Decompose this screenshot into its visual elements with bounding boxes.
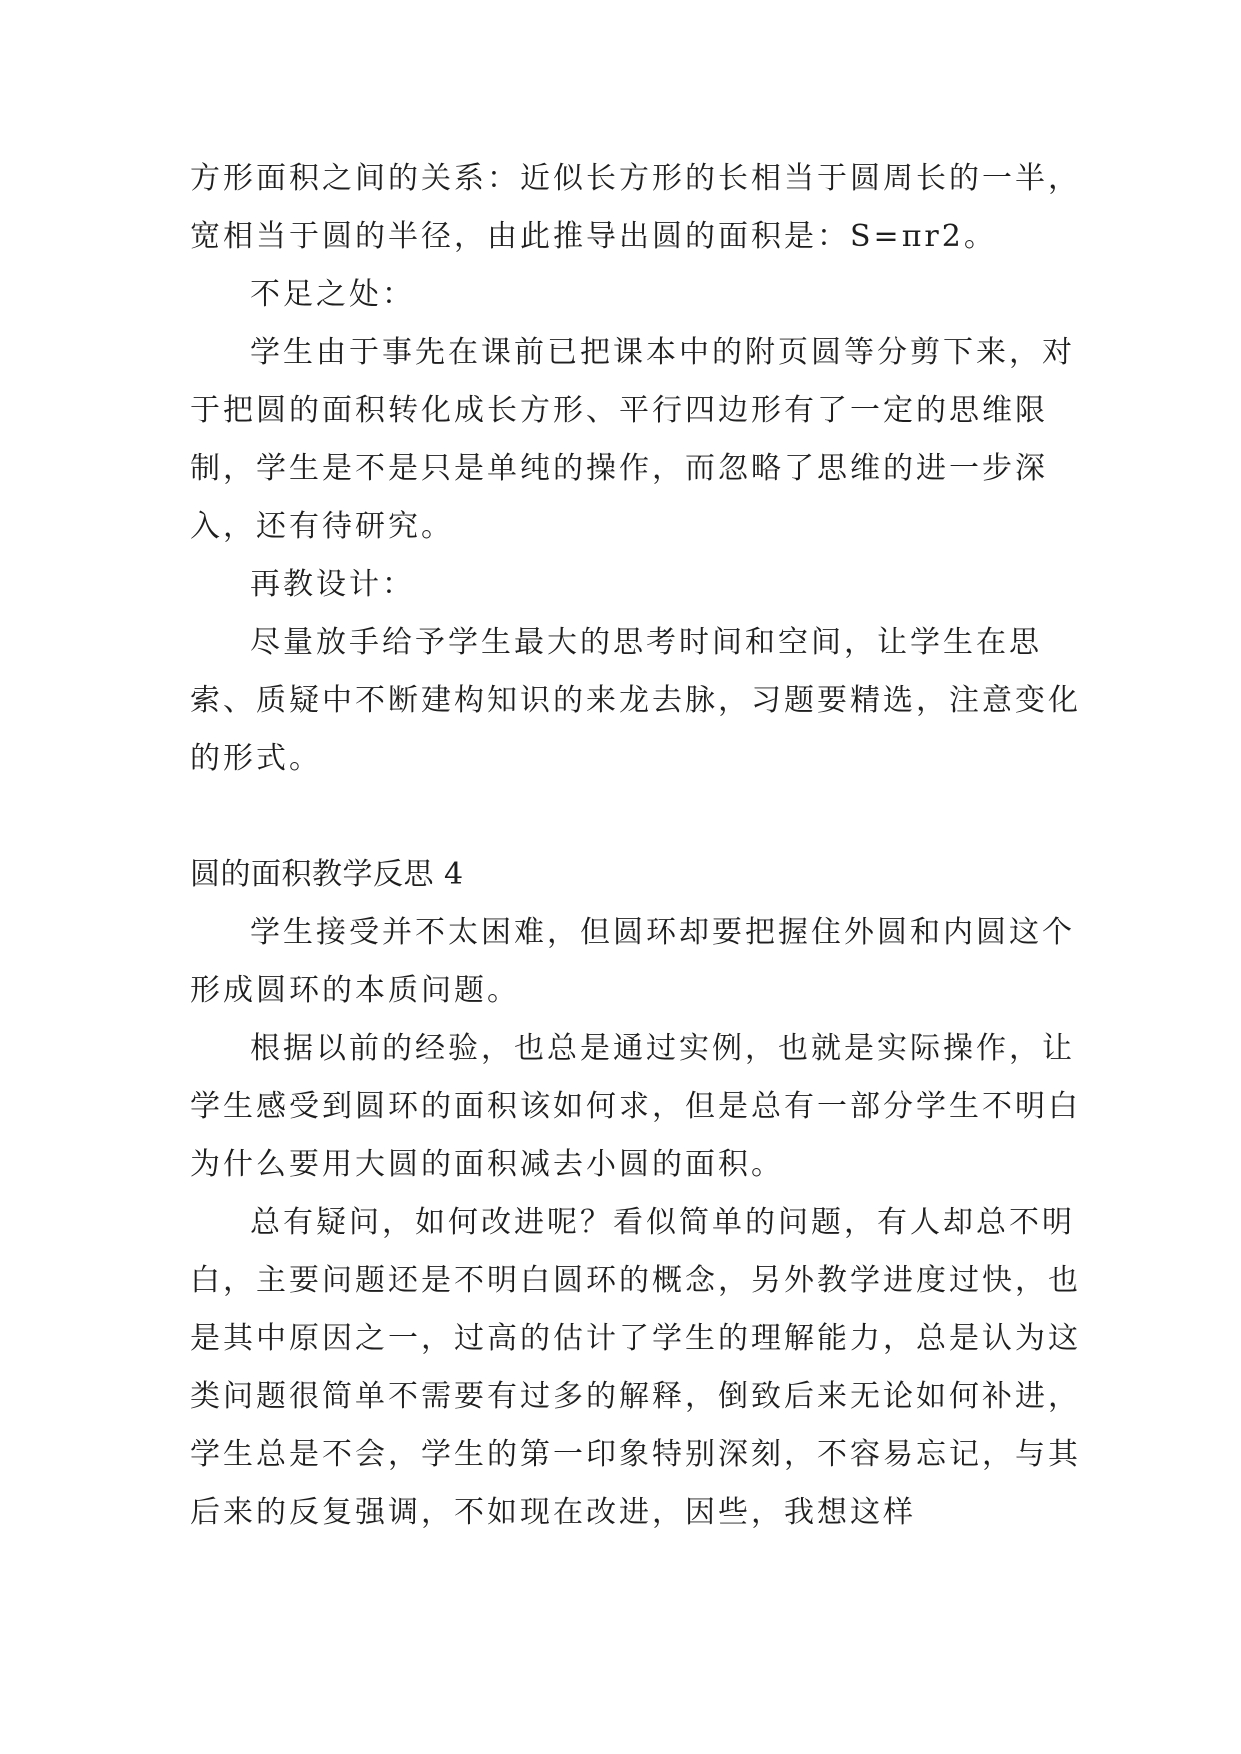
shortcoming-heading: 不足之处： bbox=[250, 277, 415, 312]
section-gap bbox=[190, 788, 1090, 846]
section-paragraph-1: 学生接受并不太困难，但圆环却要把握住外圆和内圆这个形成圆环的本质问题。 bbox=[190, 915, 1075, 1008]
section-paragraph-3: 总有疑问，如何改进呢？看似简单的问题，有人却总不明白，主要问题还是不明白圆环的概念，另外教学进度过快，也是其中原因之一，过高的估计了学生的理解能力，总是认为这类问题很简单不需要有过多的解释，倒致后来无论如何补进，学生总是不会，学生的第一印象特别深刻，不容易忘记，与其后来的反复强调，不如现在改进，因些，我想这样 bbox=[190, 1205, 1081, 1530]
shortcoming-paragraph: 学生由于事先在课前已把课本中的附页圆等分剪下来，对于把圆的面积转化成长方形、平行四边形有了一定的思维限制，学生是不是只是单纯的操作，而忽略了思维的进一步深入，还有待研究。 bbox=[190, 335, 1075, 544]
redesign-paragraph: 尽量放手给予学生最大的思考时间和空间，让学生在思索、质疑中不断建构知识的来龙去脉，习题要精选，注意变化的形式。 bbox=[190, 625, 1081, 776]
document-body bbox=[190, 150, 1090, 1542]
section-title: 圆的面积教学反思 4 bbox=[190, 857, 464, 892]
continuation-paragraph: 方形面积之间的关系：近似长方形的长相当于圆周长的一半，宽相当于圆的半径，由此推导出圆的面积是：S=πr2。 bbox=[190, 161, 1081, 254]
redesign-heading: 再教设计： bbox=[250, 567, 415, 602]
section-paragraph-2: 根据以前的经验，也总是通过实例，也就是实际操作，让学生感受到圆环的面积该如何求，但是总有一部分学生不明白为什么要用大圆的面积减去小圆的面积。 bbox=[190, 1031, 1081, 1182]
